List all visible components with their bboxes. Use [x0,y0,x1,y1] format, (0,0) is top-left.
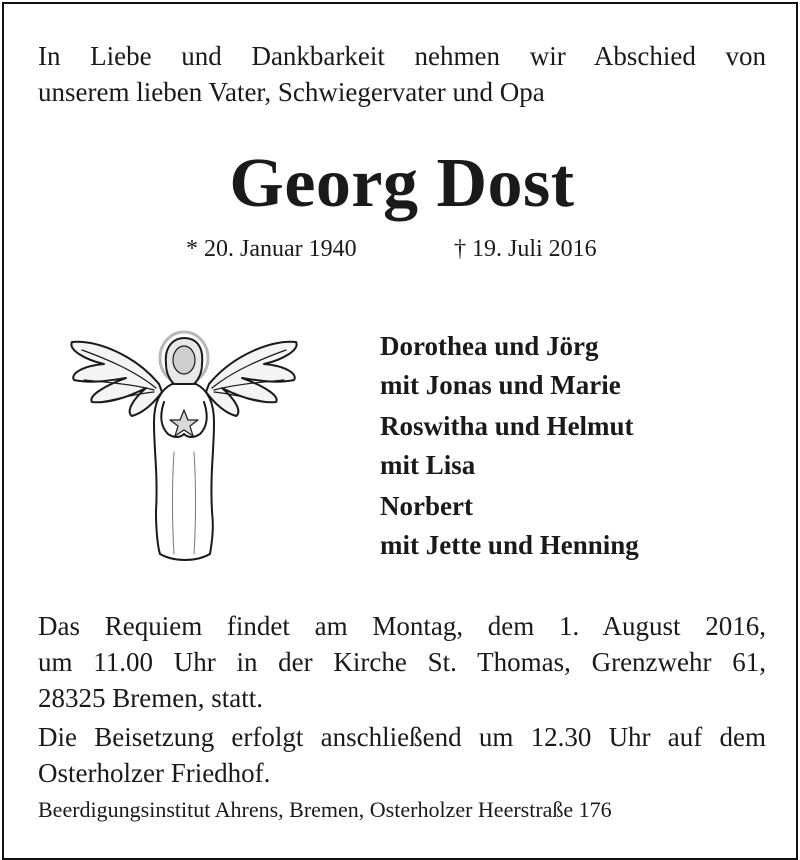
intro-text [38,38,766,110]
requiem-line-3: 28325 Bremen, statt. [38,683,263,713]
obituary-frame [2,2,798,860]
death-date: 19. Juli 2016 [472,236,597,262]
cross-icon: † [454,236,466,262]
mourner-line: Norbert [380,491,473,521]
burial-line-2: Osterholzer Friedhof. [38,758,271,788]
mourners-list [380,327,639,567]
intro-line-1: In Liebe und Dankbarkeit nehmen wir Abschied von [38,41,766,71]
burial-text [38,719,766,791]
mourner-line: Roswitha und Helmut [380,411,634,441]
deceased-name: Georg Dost [229,145,575,222]
requiem-line-2: um 11.00 Uhr in der Kirche St. Thomas, Grenzwehr 61, [38,647,766,677]
undertaker-info: Beerdigungsinstitut Ahrens, Bremen, Osterholzer Heerstraße 176 [38,797,612,822]
mourner-group [380,487,639,565]
mourner-line: mit Jette und Henning [380,530,639,560]
requiem-text [38,608,766,716]
mourner-line: Dorothea und Jörg [380,331,599,361]
death-date-block [454,234,597,264]
burial-line-1: Die Beisetzung erfolgt anschließend um 12.30 Uhr auf dem [38,722,766,752]
birth-date: * 20. Januar 1940 [186,236,357,262]
mourner-group [380,407,639,485]
requiem-line-1: Das Requiem findet am Montag, dem 1. August 2016, [38,611,766,641]
intro-line-2: unserem lieben Vater, Schwiegervater und Opa [38,77,545,107]
angel-icon [64,322,304,572]
mourner-group [380,327,639,405]
mourner-line: mit Lisa [380,450,476,480]
mourner-line: mit Jonas und Marie [380,370,621,400]
